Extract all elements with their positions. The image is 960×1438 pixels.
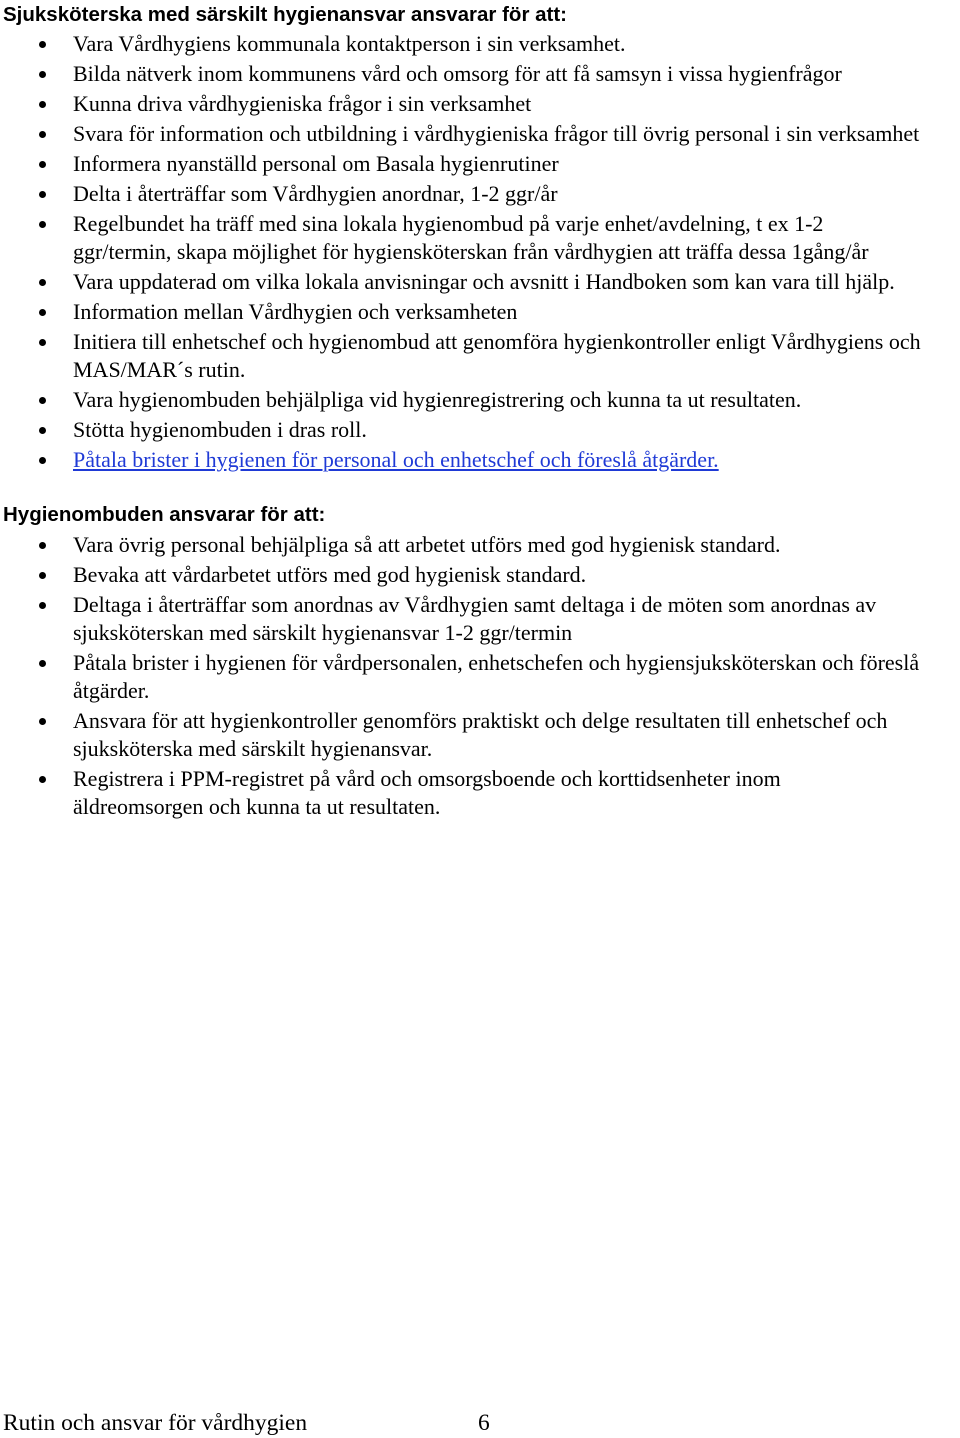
list-item-text: MAS/MAR´s rutin.: [73, 356, 246, 382]
list-item-text: äldreomsorgen och kunna ta ut resultaten.: [73, 794, 441, 819]
list-item-text: Vara övrig personal behjälpliga så att arbetet utförs med god hygienisk standard.: [73, 532, 781, 557]
list-item: [73, 210, 953, 266]
bullet-icon: [39, 221, 46, 228]
list-item-text: Vara Vårdhygiens kommunala kontaktperson i sin verksamhet.: [73, 30, 626, 56]
list-item-text: Delta i återträffar som Vårdhygien anordnar, 1-2 ggr/år: [73, 180, 558, 206]
list-item-text: Bilda nätverk inom kommunens vård och omsorg för att få samsyn i vissa hygienfrågor: [73, 60, 842, 86]
bullet-list: [0, 30, 960, 474]
list-item-text: Informera nyanställd personal om Basala hygienrutiner: [73, 150, 559, 176]
list-item: [73, 298, 953, 326]
bullet-icon: [39, 131, 46, 138]
list-item-text: Stötta hygienombuden i dras roll.: [73, 416, 367, 442]
list-item-text: Vara hygienombuden behjälpliga vid hygienregistrering och kunna ta ut resultaten.: [73, 386, 802, 412]
report-deficiencies-link[interactable]: Påtala brister i hygienen för personal och enhetschef och föreslå åtgärder.: [73, 446, 719, 472]
list-item: [73, 386, 953, 414]
list-item: [73, 90, 953, 118]
list-item: [73, 30, 953, 58]
list-item-text: Initiera till enhetschef och hygienombud att genomföra hygienkontroller enligt Vårdhygiens och: [73, 328, 921, 354]
bullet-icon: [39, 542, 46, 549]
list-item-text: Påtala brister i hygienen för vårdpersonalen, enhetschefen och hygiensjuksköterskan och föreslå: [73, 650, 920, 675]
list-item-text: Kunna driva vårdhygieniska frågor i sin verksamhet: [73, 90, 532, 116]
list-item-text: sjuksköterskan med särskilt hygienansvar 1-2 ggr/termin: [73, 620, 573, 645]
list-item-text: Ansvara för att hygienkontroller genomförs praktiskt och delge resultaten till enhetschef och: [73, 708, 888, 733]
bullet-icon: [39, 457, 46, 464]
bullet-icon: [39, 339, 46, 346]
bullet-icon: [39, 101, 46, 108]
section-nurse-responsibilities: [0, 2, 960, 476]
bullet-icon: [39, 41, 46, 48]
list-item-text: Regelbundet ha träff med sina lokala hygienombud på varje enhet/avdelning, t ex 1-2: [73, 210, 824, 236]
list-item-text: Bevaka att vårdarbetet utförs med god hygienisk standard.: [73, 562, 587, 587]
list-item-text: Svara för information och utbildning i vårdhygieniska frågor till övrig personal i sin verksamhet: [73, 120, 920, 146]
page-footer: [0, 1410, 960, 1436]
list-item: [73, 416, 953, 444]
list-item: [73, 328, 953, 384]
bullet-icon: [39, 718, 46, 725]
list-item-text: sjuksköterska med särskilt hygienansvar.: [73, 736, 433, 761]
bullet-icon: [39, 602, 46, 609]
bullet-icon: [39, 161, 46, 168]
list-item-text: ggr/termin, skapa möjlighet för hygiensköterskan från vårdhygien att träffa dessa 1gång/år: [73, 238, 869, 264]
bullet-icon: [39, 309, 46, 316]
bullet-icon: [39, 71, 46, 78]
list-item-text: Registrera i PPM-registret på vård och omsorgsboende och korttidsenheter inom: [73, 766, 781, 791]
bullet-icon: [39, 572, 46, 579]
list-item: [73, 707, 953, 763]
bullet-icon: [39, 776, 46, 783]
list-item: [73, 765, 953, 821]
list-item: [73, 150, 953, 178]
bullet-icon: [39, 427, 46, 434]
list-item-text: Deltaga i återträffar som anordnas av Vårdhygien samt deltaga i de möten som anordnas av: [73, 592, 877, 617]
bullet-icon: [39, 279, 46, 286]
list-item: [73, 180, 953, 208]
list-item: [73, 268, 953, 296]
bullet-list: [0, 531, 960, 821]
list-item: [73, 649, 953, 705]
section-hygiene-representatives: [0, 502, 960, 823]
list-item: [73, 446, 953, 474]
bullet-icon: [39, 660, 46, 667]
list-item: [73, 561, 953, 589]
list-item: [73, 531, 953, 559]
bullet-icon: [39, 397, 46, 404]
bullet-icon: [39, 191, 46, 198]
list-item: [73, 60, 953, 88]
list-item-text: Vara uppdaterad om vilka lokala anvisningar och avsnitt i Handboken som kan vara till hjälp.: [73, 268, 895, 294]
section-heading: Sjuksköterska med särskilt hygienansvar ansvarar för att:: [3, 3, 568, 26]
list-item: [73, 120, 953, 148]
page-number: 6: [478, 1410, 490, 1436]
list-item-text: Information mellan Vårdhygien och verksamheten: [73, 298, 518, 324]
footer-title: Rutin och ansvar för vårdhygien: [3, 1410, 308, 1436]
section-heading: Hygienombuden ansvarar för att:: [3, 503, 326, 526]
list-item: [73, 591, 953, 647]
list-item-text: åtgärder.: [73, 678, 150, 703]
